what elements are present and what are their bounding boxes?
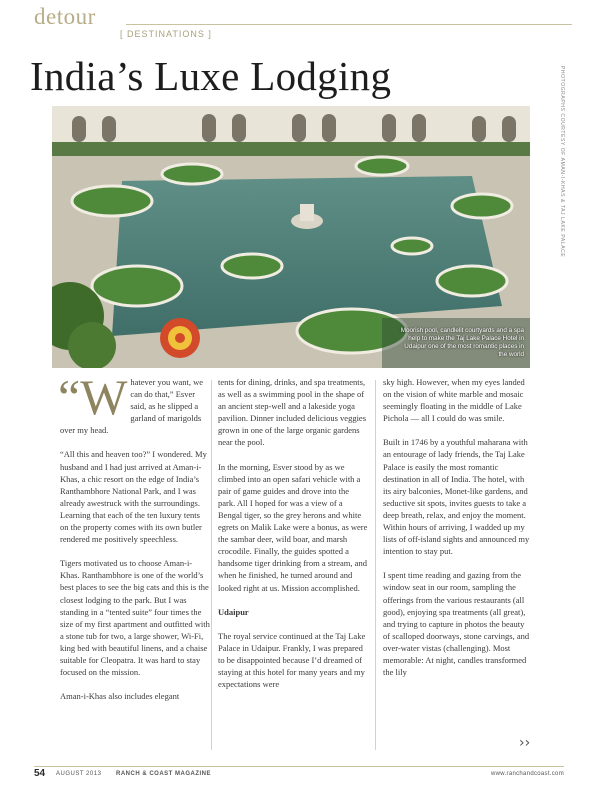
header-rule <box>126 24 572 25</box>
publication-url[interactable]: www.ranchandcoast.com <box>491 771 564 777</box>
paragraph: Built in 1746 by a youthful maharana with an entourage of lady friends, the Taj Lake Palace is easily the most romantic destination in all of India. The hotel, with its airy balconies, Monet-like gardens, and seductive sit spots, invites guests to take a deep breath, relax, and enjoy the moment. Within hours of arriving, I wadded up my lists of off-island sights and announced my intention to stay put. <box>383 437 530 557</box>
column-1 <box>58 369 210 714</box>
column-3 <box>383 376 533 690</box>
photo-caption: Moorish pool, candlelit courtyards and a spa help to make the Taj Lake Palace Hotel in Udaipur one of the most romantic places in the world <box>400 327 524 358</box>
paragraph: tents for dining, drinks, and spa treatments, as well as a swimming pool in the shape of an ancient step-well and a lakeside yoga pavilion. Dinner included delicious veggies grown in one of the large organic gardens near the pool. <box>218 377 367 448</box>
article-title: India’s Luxe Lodging <box>30 53 392 99</box>
column-divider <box>375 380 376 750</box>
publication-name: RANCH & COAST MAGAZINE <box>116 771 211 777</box>
paragraph: Aman-i-Khas also includes elegant <box>60 691 180 702</box>
issue-date: AUGUST 2013 <box>56 771 102 777</box>
continue-arrow-icon: ›› <box>519 735 531 751</box>
column-2 <box>218 376 368 702</box>
drop-cap: “W <box>58 369 128 425</box>
column-divider <box>211 380 212 750</box>
paragraph: “Whatever you want, we can do that,” Esver said, as he slipped a garland of marigolds over my head. <box>58 369 204 436</box>
page-header <box>34 4 564 44</box>
paragraph: Tigers motivated us to choose Aman-i-Khas. Ranthambhore is one of the world’s best places to see the big cats and this is the closest lodging to the park. But I was standing in a “tented suite” four times the size of my first apartment and outfitted with a stone tub for two, a large shower, Wi-Fi, king bed with beautiful linens, and a chaise suitable for Cleopatra. It was hard to stay focused on the mission. <box>60 558 210 678</box>
paragraph: The royal service continued at the Taj Lake Palace in Udaipur. Frankly, I was prepared to be disappointed because I’d dreamed of staying at this hotel for many years and my expectations were <box>218 630 366 690</box>
page-number: 54 <box>34 768 46 779</box>
subsection-name: [ DESTINATIONS ] <box>120 29 212 39</box>
subhead: Udaipur <box>218 606 249 617</box>
paragraph: “All this and heaven too?” I wondered. My husband and I had just arrived at Aman-i-Khas, a chic resort on the edge of India’s Ranthambhore National Park, and I was already awestruck with the surroundings. Learning that each of the ten luxury tents on the property comes with its own butler rendered me positively speechless. <box>60 449 207 545</box>
page-footer <box>34 768 564 781</box>
paragraph: I spent time reading and gazing from the window seat in our room, sampling the offerings from the various restaurants (all good), enjoying spa treatments (all great), and trying to capture in photos the beauty of scalloped doorways, stone carvings, and over-water vistas (challenging). Most memorable: At night, candles transformed the lily <box>383 570 530 678</box>
section-name: detour <box>34 4 96 29</box>
paragraph: In the morning, Esver stood by as we climbed into an open safari vehicle with a pair of game guides and drove into the park. All I hoped for was a view of a Bengal tiger, so the grey herons and white egrets on Malik Lake were a bonus, as were the sambar deer, wild boar, and marsh crocodile. Finally, the guides spotted a handsome tiger drinking from a stream, and when he finished, he turned around and looked right at us. Mission accomplished. <box>218 461 368 593</box>
footer-rule <box>34 766 564 767</box>
photo-credit: PHOTOGRAPHS COURTESY OF AMAN-I-KHAS & TAJ LAKE PALACE <box>559 66 565 258</box>
paragraph: sky high. However, when my eyes landed on the vision of white marble and mosaic seemingly floating in the middle of Lake Pichola — all I could do was smile. <box>383 377 525 424</box>
